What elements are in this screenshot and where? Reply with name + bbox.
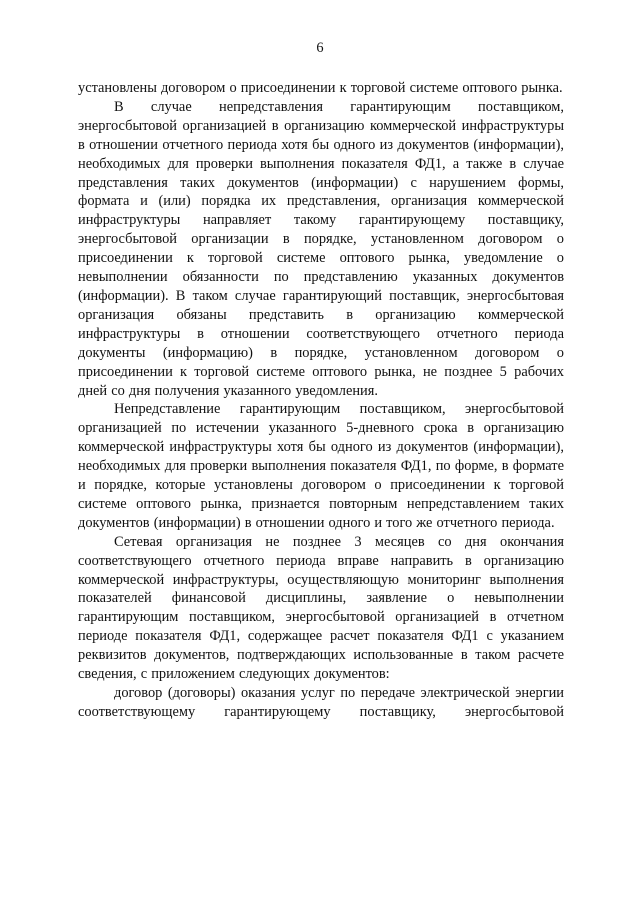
paragraph-3: Непредставление гарантирующим поставщиком, энергосбытовой организацией по истечении указанного 5-дневного срока в организацию коммерческой инфраструктуры хотя бы одного из документов (информации), необходимых для проверки выполнения показателя ФД1, по форме, в формате и порядке, которые установлены договором о присоединении к торговой системе оптового рынка, признается повторным непредставлением таких документов (информации) в отношении одного и того же отчетного периода. <box>78 401 564 531</box>
paragraph-2: В случае непредставления гарантирующим поставщиком, энергосбытовой организацией в организацию коммерческой инфраструктуры в отношении отчетного периода хотя бы одного из документов (информации), необходимых для проверки выполнения показателя ФД1, а также в случае представления таких документов (информации) с нарушением формы, формата и (или) порядка их представления, организация коммерческой инфраструктуры направляет такому гарантирующему поставщику, энергосбытовой организации в порядке, установленном договором о присоединении к торговой системе оптового рынка, уведомление о невыполнении обязанности по представлению указанных документов (информации). В таком случае гарантирующий поставщик, энергосбытовая организация обязаны представить в организацию коммерческой инфраструктуры в отношении соответствующего отчетного периода документы (информацию) в порядке, установленном договором о присоединении к торговой системе оптового рынка, не позднее 5 рабочих дней со дня получения указанного уведомления. <box>78 98 564 399</box>
paragraph-5: договор (договоры) оказания услуг по передаче электрической энергии соответствующему гарантирующему поставщику, энергосбытовой <box>78 685 564 720</box>
paragraph-4: Сетевая организация не позднее 3 месяцев со дня окончания соответствующего отчетного периода вправе направить в организацию коммерческой инфраструктуры, осуществляющую мониторинг выполнения показателей финансовой дисциплины, заявление о невыполнении гарантирующим поставщиком, энергосбытовой организацией в отчетном периоде показателя ФД1, содержащее расчет показателя ФД1 с указанием реквизитов документов, подтверждающих использованные в таком расчете сведения, с приложением следующих документов: <box>78 533 564 683</box>
page-number: 6 <box>316 40 324 56</box>
paragraph-1: установлены договором о присоединении к торговой системе оптового рынка. <box>78 80 563 96</box>
document-body <box>78 79 564 722</box>
